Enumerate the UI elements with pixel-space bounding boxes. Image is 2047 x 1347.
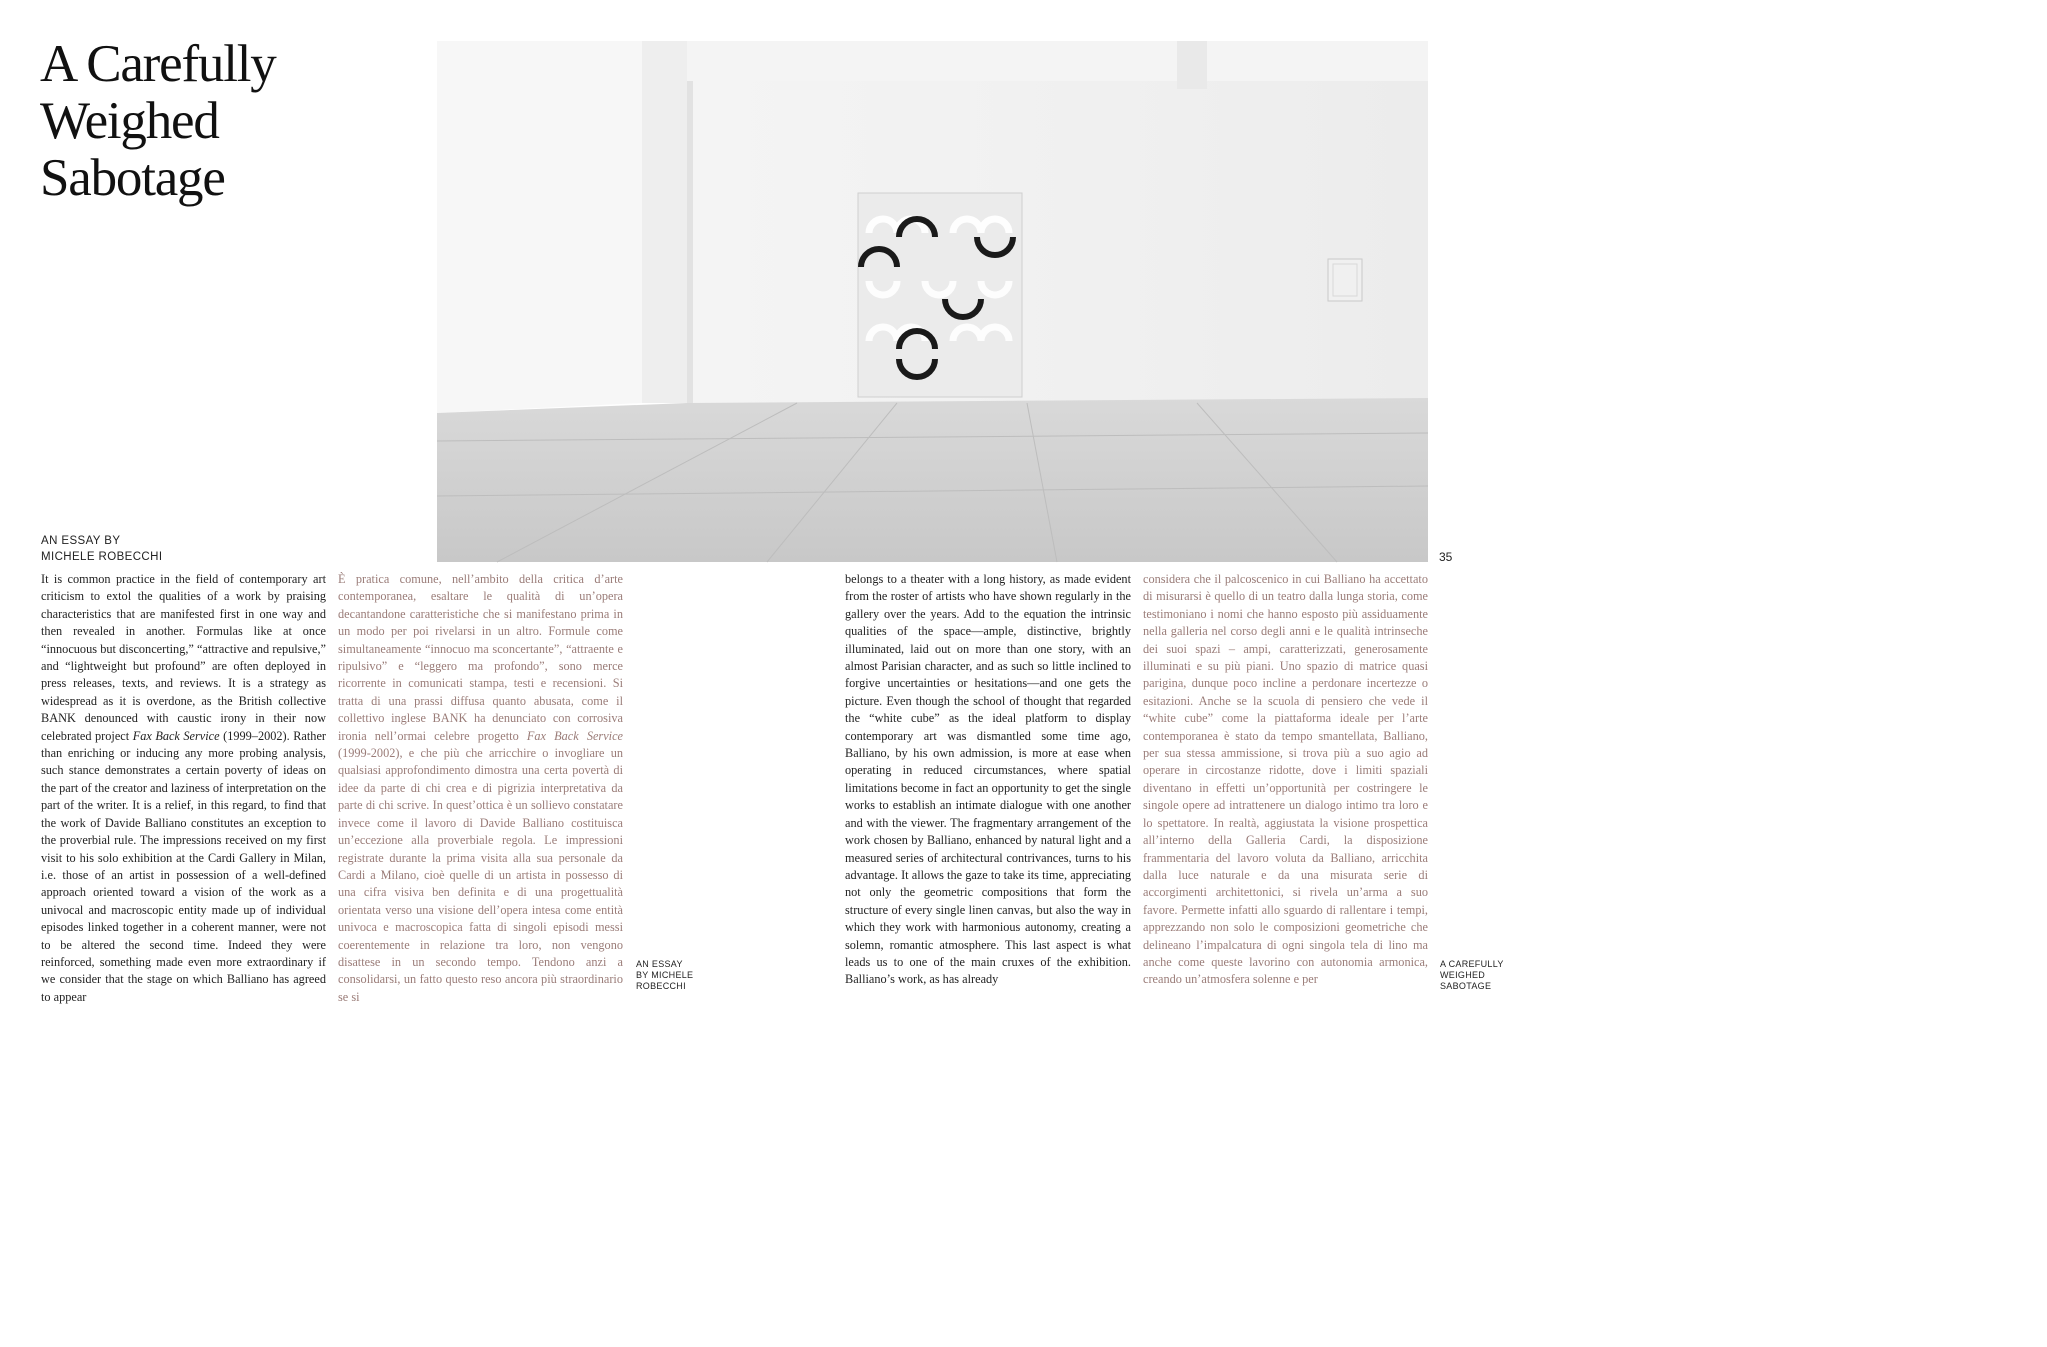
large-painting (858, 193, 1022, 397)
small-painting (1328, 259, 1362, 301)
byline (41, 533, 162, 565)
page-number: 35 (1439, 550, 1453, 564)
text-run: (1999–2002). Rather than enriching or inducing any more probing analysis, such stance demonstrates a certain poverty of ideas on the part of the creator and laziness of interpretation on the part of the writer. It is a relief, in this regard, to find that the work of Davide Balliano constitutes an exception to the proverbial rule. The impressions received on my first visit to his solo exhibition at the Cardi Gallery in Milan, i.e. those of an artist in possession of a well-defined approach oriented toward a vision of the work as a univocal and macroscopic entity made up of individual episodes linked together in a coherent manner, were not to be altered the second time. Indeed they were reinforced, something made even more extraordinary if we consider that the stage on which Balliano has agreed to appear (41, 728, 326, 1004)
footer-line: SABOTAGE (1440, 981, 1492, 991)
footer-line: WEIGHED (1440, 970, 1486, 980)
english-paragraph-2: belongs to a theater with a long history, as made evident from the roster of artists who have shown regularly in the gallery over the years. Add to the equation the intrinsic qualities of the space—ample, distinctive, brightly illuminated, laid out on more than one story, with an almost Parisian character, and as such so little inclined to forgive uncertainties or hesitations—and one gets the picture. Even though the school of thought that regarded the “white cube” as the ideal platform to display contemporary art was dismantled some time ago, Balliano, by his own admission, is more at ease when operating in reduced circumstances, where spatial limitations become in fact an opportunity to get the single works to establish an intimate dialogue with one another and with the viewer. The fragmentary arrangement of the work chosen by Balliano, enhanced by natural light and a measured series of architectural contrivances, turns to his advantage. It allows the gaze to take its time, appreciating not only the geometric compositions that form the structure of every single linen canvas, but also the way in which they work with harmonious autonomy, creating a solemn, romantic atmosphere. This last aspect is what leads us to one of the main cruxes of the exhibition. Balliano’s work, as has already (845, 572, 1131, 987)
italian-column-2 (1143, 571, 1428, 995)
byline-author: MICHELE ROBECCHI (41, 551, 163, 563)
title-line: Weighed (40, 92, 219, 150)
english-paragraph-1 (41, 571, 326, 1006)
footer-line: BY MICHELE (636, 970, 694, 980)
italian-paragraph-1 (338, 571, 623, 1006)
pillar (642, 41, 687, 403)
title-line: Sabotage (40, 149, 225, 207)
running-footer-left (636, 959, 693, 992)
gallery-installation-photo (437, 41, 1428, 562)
left-wall (437, 41, 642, 413)
footer-line: AN ESSAY (636, 959, 683, 969)
italian-paragraph-2: considera che il palcoscenico in cui Balliano ha accettato di misurarsi è quello di un teatro dalla lunga storia, come testimoniano i nomi che hanno esposto più assiduamente nella galleria nel corso degli anni e le qualità intrinseche dei suoi spazi – ampi, caratterizzati, generosamente illuminati e su più piani. Uno spazio di matrice quasi parigina, dunque poco incline a perdonare incertezze o esitazioni. Anche se la scuola di pensiero che vede il “white cube” come la piattaforma ideale per l’arte contemporanea è stato da tempo smantellata, Balliano, per sua stessa ammissione, si trova più a suo agio ad operare in circostanze ridotte, dove i limiti spaziali diventano in effetti un’opportunità per costringere le singole opere ad intrattenere un dialogo intimo tra loro e lo spettatore. In realtà, aggiustata la visione prospettica all’interno della Galleria Cardi, la disposizione frammentaria del lavoro voluta da Balliano, arricchita dalla luce naturale e da una misurata serie di accorgimenti architettonici, si rivela un’arma a suo favore. Permette infatti allo sguardo di rallentare i tempi, apprezzando non solo le composizioni geometriche che delineano l’impalcatura di ogni singola tela di lino ma anche come queste lavorino con autonomia armonica, creando un’atmosfera solenne e per (1143, 572, 1428, 987)
text-run: (1999-2002), e che più che arricchire o invogliare un qualsiasi approfondimento dimostra una certa povertà di idee da parte di chi crea e di pigrizia interpretativa da parte di chi scrive. In quest’ottica è un sollievo constatare invece come il lavoro di Davide Balliano costituisca un’eccezione alla proverbiale regola. Le impressioni registrate durante la prima visita alla sua personale da Cardi a Milano, cioè quelle di un artista in possesso di una cifra visiva ben definita e di una progettualità orientata verso una visione dell’opera intesa come entità univoca e macroscopica fatta di singoli episodi messi coerentemente in relazione tra loro, non vengono disattese in un secondo tempo. Tendono anzi a consolidarsi, un fatto questo reso ancora più straordinario se si (338, 746, 623, 1004)
footer-line: ROBECCHI (636, 981, 686, 991)
running-footer-right (1440, 959, 1504, 992)
title-line: A Carefully (40, 35, 276, 93)
article-title (40, 36, 410, 207)
project-title-italic: Fax Back Service (526, 728, 623, 743)
text-run: It is common practice in the field of contemporary art criticism to extol the qualities of a work by praising characteristics that are manifested first in one way and then revealed in another. Formulas like at once “innocuous but disconcerting,” “attractive and repulsive,” and “lightweight but profound” are often deployed in press releases, texts, and reviews. It is a strategy as widespread as it is overdone, as the British collective BANK denounced with caustic irony in their now celebrated project (41, 572, 326, 743)
text-run: È pratica comune, nell’ambito della critica d’arte contemporanea, esaltare le qualità di un’opera decantandone caratteristiche che si manifestano prima in un modo per poi rivelarsi in un altro. Formule come simultaneamente “innocuo ma sconcertante”, “attraente e ripulsivo” e “leggero ma profondo”, sono merce ricorrente in comunicati stampa, testi e recensioni. Si tratta di una prassi diffusa quanto abusata, come il collettivo inglese BANK ha denunciato con corrosiva ironia nell’ormai celebre progetto (338, 572, 623, 743)
project-title-italic: Fax Back Service (132, 728, 220, 743)
english-column-2 (845, 571, 1131, 995)
gallery-photo-illustration (437, 41, 1428, 562)
italian-column-1 (338, 571, 623, 1004)
footer-line: A CAREFULLY (1440, 959, 1504, 969)
english-column-1 (41, 571, 326, 1004)
gallery-floor (437, 398, 1428, 562)
ceiling-beam (687, 41, 1428, 81)
byline-line: AN ESSAY BY (41, 535, 121, 547)
